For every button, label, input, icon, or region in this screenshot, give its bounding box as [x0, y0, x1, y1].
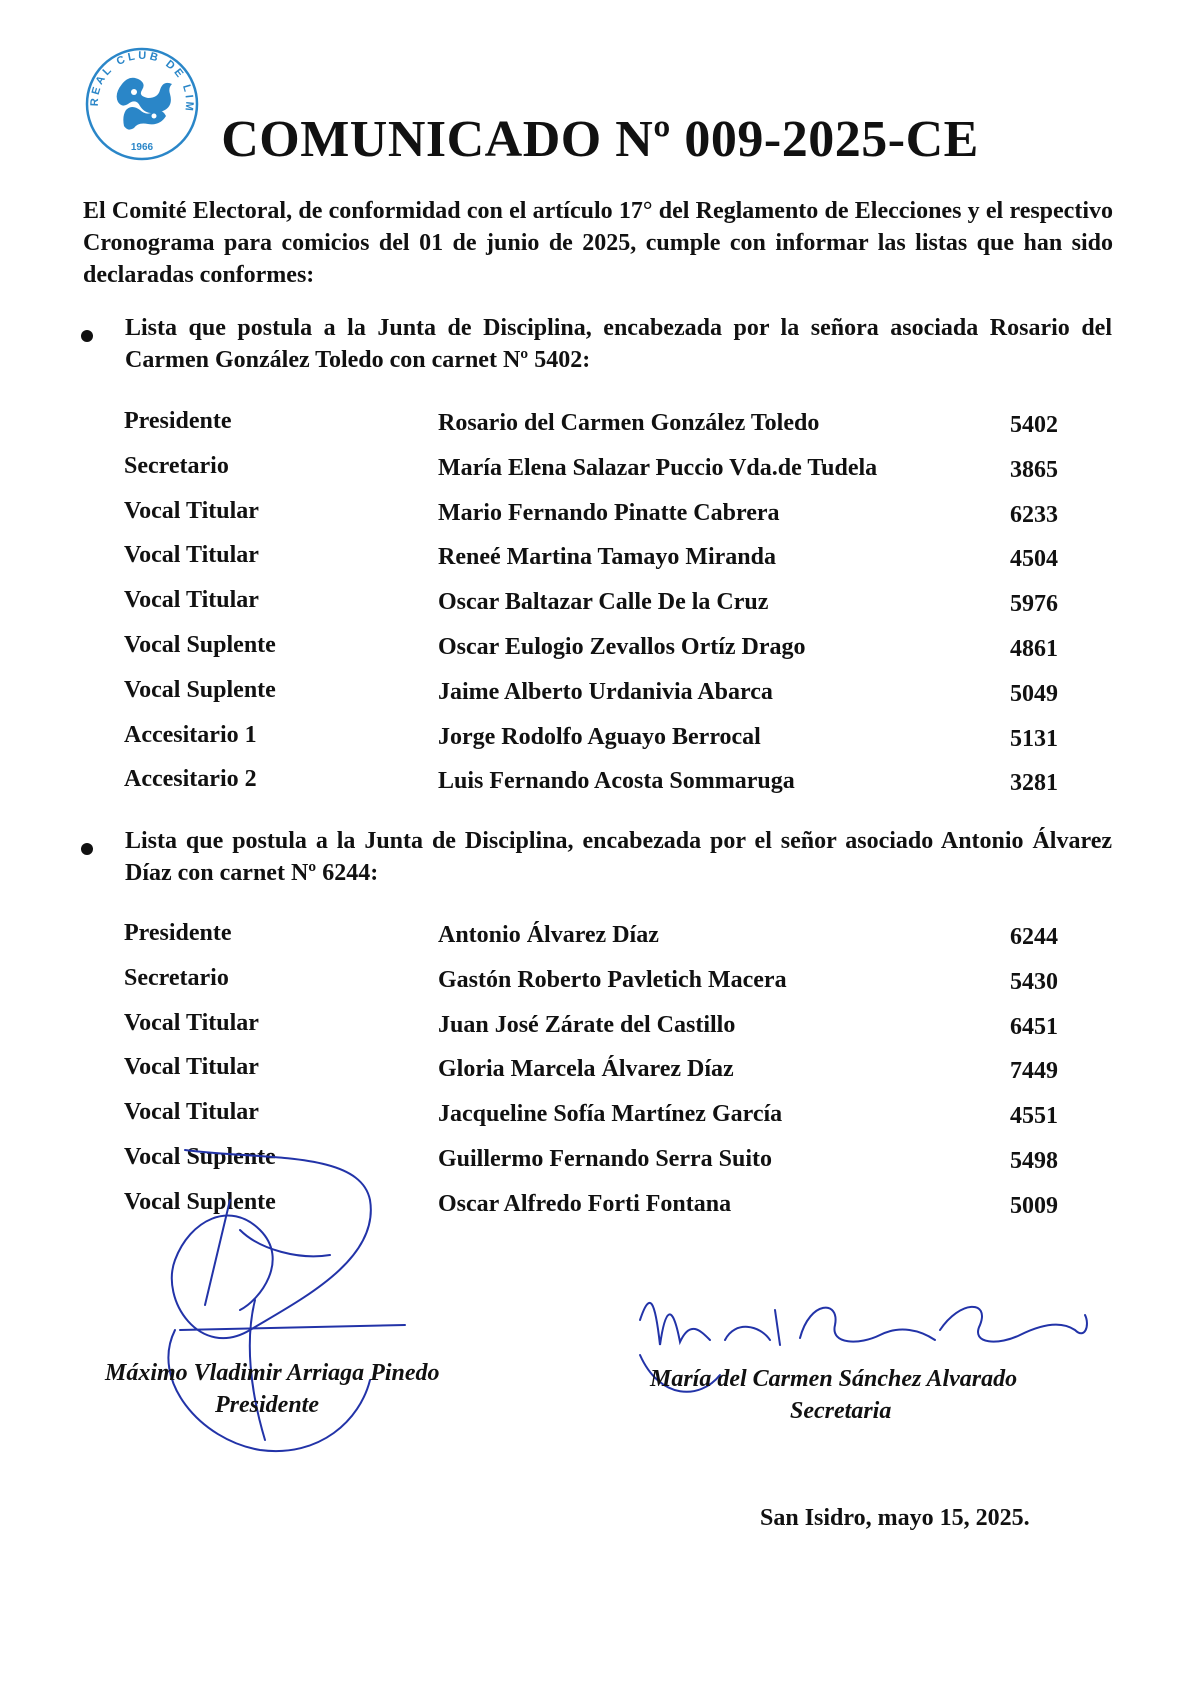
member-carnet: 5402 — [1010, 412, 1058, 438]
table-row — [124, 408, 1074, 453]
list-heading-1: Lista que postula a la Junta de Disciplina, encabezada por la señora asociada Rosario del Carmen González Toledo con carnet Nº 5402: — [125, 315, 1112, 373]
member-carnet: 5976 — [1010, 591, 1058, 618]
member-name: Oscar Alfredo Forti Fontana — [438, 1190, 732, 1217]
member-name: Rosario del Carmen González Toledo — [438, 410, 820, 436]
member-name: Gastón Roberto Pavletich Macera — [438, 966, 787, 993]
list-heading-2: Lista que postula a la Junta de Disciplina, encabezada por el señor asociado Antonio Álvarez Díaz con carnet Nº 6244: — [125, 828, 1112, 886]
member-role: Vocal Suplente — [124, 631, 276, 658]
member-carnet: 7449 — [1010, 1058, 1058, 1085]
table-row — [124, 965, 1074, 1010]
member-name: Oscar Baltazar Calle De la Cruz — [438, 589, 769, 616]
member-name: Jaime Alberto Urdanivia Abarca — [438, 678, 773, 705]
member-role: Vocal Suplente — [124, 1143, 276, 1170]
member-name: Jorge Rodolfo Aguayo Berrocal — [438, 723, 761, 750]
member-role: Vocal Titular — [124, 1099, 259, 1126]
member-name: Oscar Eulogio Zevallos Ortíz Drago — [438, 633, 806, 660]
table-row — [124, 722, 1074, 767]
member-role: Vocal Suplente — [124, 1188, 276, 1215]
table-row — [124, 587, 1074, 632]
member-name: Luis Fernando Acosta Sommaruga — [438, 768, 795, 795]
member-carnet: 5430 — [1010, 968, 1058, 995]
member-carnet: 3281 — [1010, 770, 1058, 797]
table-row — [124, 920, 1074, 965]
right-signature-scribble — [640, 1303, 710, 1345]
intro-paragraph: El Comité Electoral, de conformidad con el artículo 17° del Reglamento de Elecciones y el respectivo Cronograma para comicios del 01 de junio de 2025, cumple con informar las listas que han sido declaradas conformes: — [83, 198, 1113, 288]
table-row — [124, 1054, 1074, 1099]
table-row — [124, 1144, 1074, 1189]
member-name: Gloria Marcela Álvarez Díaz — [438, 1056, 734, 1083]
list-bullet — [81, 330, 93, 342]
table-row — [124, 632, 1074, 677]
table-row — [124, 677, 1074, 722]
right-signatory-name: María del Carmen Sánchez Alvarado — [650, 1366, 1018, 1392]
table-row — [124, 498, 1074, 543]
left-signatory-name: Máximo Vladimir Arriaga Pinedo — [105, 1360, 440, 1386]
member-role: Secretario — [124, 452, 229, 479]
logo-top-text: REAL CLUB DE LIM — [88, 49, 196, 115]
member-name: María Elena Salazar Puccio Vda.de Tudela — [438, 454, 878, 481]
list-bullet — [81, 843, 93, 855]
member-carnet: 6451 — [1010, 1013, 1058, 1040]
member-carnet: 5131 — [1010, 725, 1058, 752]
table-row — [124, 1189, 1074, 1234]
member-name: Antonio Álvarez Díaz — [438, 922, 659, 948]
member-carnet: 4551 — [1010, 1103, 1058, 1130]
member-name: Reneé Martina Tamayo Miranda — [438, 544, 776, 571]
member-role: Presidente — [124, 408, 232, 434]
member-carnet: 6233 — [1010, 501, 1058, 528]
member-name: Jacqueline Sofía Martínez García — [438, 1101, 783, 1128]
member-role: Vocal Titular — [124, 1054, 259, 1081]
member-role: Vocal Suplente — [124, 676, 276, 703]
list-table-2 — [124, 920, 1074, 1234]
table-row — [124, 453, 1074, 498]
member-carnet: 6244 — [1010, 924, 1058, 950]
member-name: Mario Fernando Pinatte Cabrera — [438, 499, 780, 526]
member-carnet: 4504 — [1010, 546, 1058, 573]
table-row — [124, 1010, 1074, 1055]
member-carnet: 5049 — [1010, 680, 1058, 707]
right-signatory-title: Secretaria — [790, 1398, 892, 1424]
member-carnet: 3865 — [1010, 456, 1058, 483]
member-name: Juan José Zárate del Castillo — [438, 1011, 736, 1038]
table-row — [124, 542, 1074, 587]
member-carnet: 5498 — [1010, 1147, 1058, 1174]
member-role: Vocal Titular — [124, 542, 259, 569]
document-date: San Isidro, mayo 15, 2025. — [760, 1505, 1030, 1531]
member-role: Presidente — [124, 920, 232, 946]
member-role: Vocal Titular — [124, 497, 259, 524]
member-carnet: 4861 — [1010, 635, 1058, 662]
document-title: COMUNICADO Nº 009-2025-CE — [221, 111, 979, 168]
member-role: Vocal Titular — [124, 587, 259, 614]
member-role: Vocal Titular — [124, 1009, 259, 1036]
member-carnet: 5009 — [1010, 1192, 1058, 1219]
member-role: Accesitario 2 — [124, 766, 257, 793]
left-signatory-title: Presidente — [215, 1392, 319, 1418]
table-row — [124, 1099, 1074, 1144]
member-role: Secretario — [124, 964, 229, 991]
member-name: Guillermo Fernando Serra Suito — [438, 1145, 772, 1172]
member-role: Accesitario 1 — [124, 721, 257, 748]
logo-year: 1966 — [130, 142, 154, 153]
list-table-1 — [124, 408, 1074, 811]
table-row — [124, 766, 1074, 811]
